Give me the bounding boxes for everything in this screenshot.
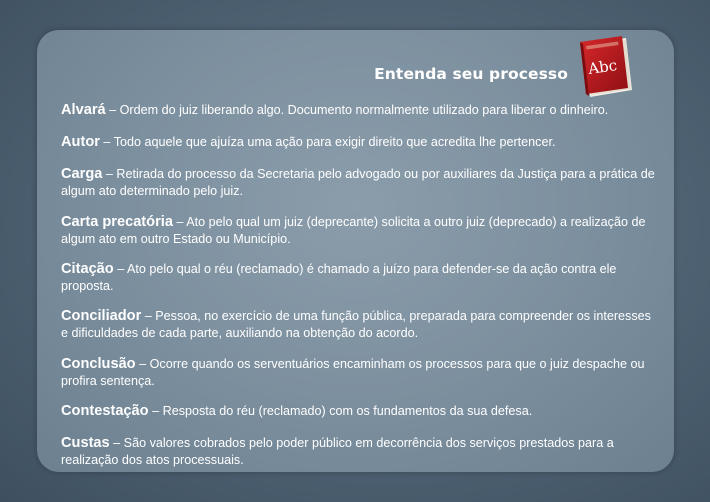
entry-term: Custas [61,435,110,451]
entry-citacao [61,261,661,295]
entry-conclusao [61,356,661,390]
entry-term: Conclusão [61,356,136,372]
entry-definition: – Ocorre quando os serventuários encaminham os processos para que o juiz despache ou profira sentença. [61,357,645,388]
entry-term: Contestação [61,403,149,419]
entry-definition: – Pessoa, no exercício de uma função pública, preparada para compreender os interesses e dificuldades de cada parte, auxiliando na obtenção do acordo. [61,309,651,340]
entry-conciliador [61,308,661,342]
glossary-card [37,30,674,472]
entry-custas [61,435,661,469]
entry-definition: – Ato pelo qual um juiz (deprecante) solicita a outro juiz (deprecado) a realização de algum ato em outro Estado ou Município. [61,215,646,246]
entry-carga [61,166,661,200]
entry-term: Autor [61,134,100,150]
entry-definition: – Todo aquele que ajuíza uma ação para exigir direito que acredita lhe pertencer. [99,135,556,149]
entry-contestacao [61,403,661,420]
entry-definition: – Retirada do processo da Secretaria pelo advogado ou por auxiliares da Justiça para a prática de algum ato determinado pelo juiz. [61,167,655,198]
entry-term: Carga [61,166,103,182]
entry-term: Alvará [61,102,106,118]
entry-autor [61,134,661,151]
entry-term: Carta precatória [61,214,173,230]
entry-definition: – São valores cobrados pelo poder público em decorrência dos serviços prestados para a realização dos atos processuais. [61,436,614,467]
entry-term: Conciliador [61,308,142,324]
entry-definition: – Ordem do juiz liberando algo. Documento normalmente utilizado para liberar o dinheiro. [105,103,609,117]
entry-term: Citação [61,261,114,277]
entry-definition: – Ato pelo qual o réu (reclamado) é chamado a juízo para defender-se da ação contra ele proposta. [61,262,617,293]
entry-carta-precatoria [61,214,661,248]
entry-definition: – Resposta do réu (reclamado) com os fundamentos da sua defesa. [148,404,533,418]
page-title: Entenda seu processo [374,65,568,83]
dictionary-book-icon [576,34,634,100]
entry-alvara [61,102,661,119]
book-label: Abc [587,56,619,78]
